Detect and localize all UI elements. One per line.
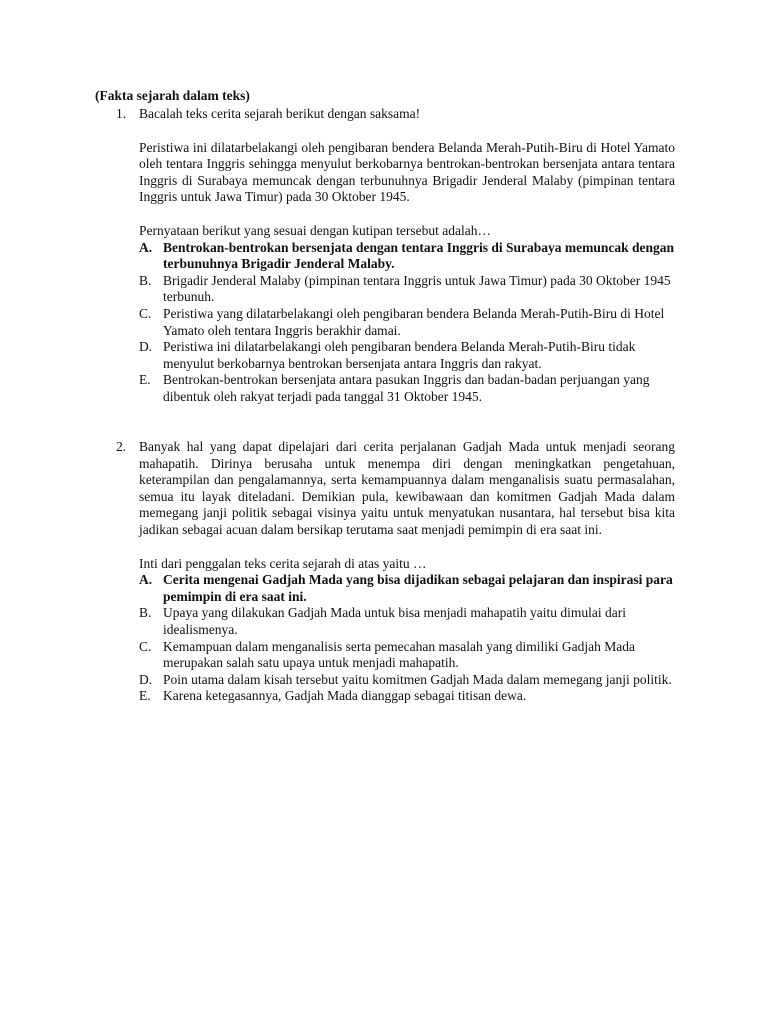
option-text: Karena ketegasannya, Gadjah Mada dianggap sebagai titisan dewa. [163,688,527,704]
option-letter: E. [139,372,151,388]
option-text: Poin utama dalam kisah tersebut yaitu komitmen Gadjah Mada dalam memegang janji politik. [163,671,672,687]
option-text: Peristiwa ini dilatarbelakangi oleh pengibaran bendera Belanda Merah-Putih-Biru tidak menyulut berkobarnya bentrokan bersenjata antara Inggris dan rakyat. [163,339,636,371]
answer-option-d [139,339,675,372]
option-text: Bentrokan-bentrokan bersenjata antara pasukan Inggris dan badan-badan perjuangan yang dibentuk oleh rakyat terjadi pada tanggal 31 Oktober 1945. [163,372,650,404]
answer-option-a [139,240,675,273]
option-letter: B. [139,605,152,621]
option-text: Cerita mengenai Gadjah Mada yang bisa dijadikan sebagai pelajaran dan inspirasi para pemimpin di era saat ini. [163,572,673,604]
option-letter: E. [139,688,151,704]
answer-option-e [139,372,675,405]
answer-option-b [139,273,675,306]
answer-option-c [139,306,675,339]
answer-option-b [139,605,675,638]
option-letter: A. [139,239,153,255]
answer-option-a [139,572,675,605]
question-passage: Peristiwa ini dilatarbelakangi oleh pengibaran bendera Belanda Merah-Putih-Biru di Hotel Yamato oleh tentara Inggris sehingga menyulut berkobarnya bentrokan-bentrokan bersenjata antara tentara Inggris di Surabaya memuncak dengan terbunuhnya Brigadir Jenderal Malaby (pimpinan tentara Inggris untuk Jawa Timur) pada 30 Oktober 1945. [139,139,675,205]
option-text: Bentrokan-bentrokan bersenjata dengan tentara Inggris di Surabaya memuncak dengan terbunuhnya Brigadir Jenderal Malaby. [163,239,675,272]
option-letter: A. [139,572,153,588]
question-prompt: Inti dari penggalan teks cerita sejarah di atas yaitu … [139,555,427,571]
answer-option-c [139,639,675,672]
question-passage: Banyak hal yang dapat dipelajari dari cerita perjalanan Gadjah Mada untuk menjadi seorang mahapatih. Dirinya berusaha untuk menempa diri dengan meningkatkan pengetahuan, keterampilan dan pengalamannya, serta kemampuannya dalam menganalisis suatu permasalahan, semua itu layak diteladani. Demikian pula, kewibawaan dan komitmen Gadjah Mada dalam memegang janji politik sebagai visinya yaitu untuk menyatukan nusantara, hal tersebut bisa kita jadikan sebagai acuan dalam bersikap terutama saat menjadi pemimpin di era saat ini. [139,439,675,537]
answer-option-d [139,672,675,689]
answer-options [139,572,675,705]
option-letter: D. [139,671,153,687]
question-1 [95,106,675,406]
question-number: 1. [116,106,127,121]
section-heading: (Fakta sejarah dalam teks) [95,88,250,103]
question-prompt: Pernyataan berikut yang sesuai dengan kutipan tersebut adalah… [139,222,492,238]
option-text: Brigadir Jenderal Malaby (pimpinan tentara Inggris untuk Jawa Timur) pada 30 Oktober 1945 terbunuh. [163,272,671,305]
question-2 [95,439,675,705]
option-text: Upaya yang dilakukan Gadjah Mada untuk bisa menjadi mahapatih yaitu dimulai dari idealismenya. [163,605,626,637]
question-instruction: Bacalah teks cerita sejarah berikut dengan saksama! [139,106,421,121]
option-letter: C. [139,305,152,321]
option-text: Kemampuan dalam menganalisis serta pemecahan masalah yang dimiliki Gadjah Mada merupakan salah satu upaya untuk menjadi mahapatih. [163,638,635,671]
option-letter: D. [139,339,153,355]
option-letter: C. [139,638,152,654]
answer-options [139,240,675,406]
answer-option-e [139,688,675,705]
question-number: 2. [116,439,127,454]
option-text: Peristiwa yang dilatarbelakangi oleh pengibaran bendera Belanda Merah-Putih-Biru di Hotel Yamato oleh tentara Inggris berakhir damai. [163,305,665,338]
option-letter: B. [139,272,152,288]
